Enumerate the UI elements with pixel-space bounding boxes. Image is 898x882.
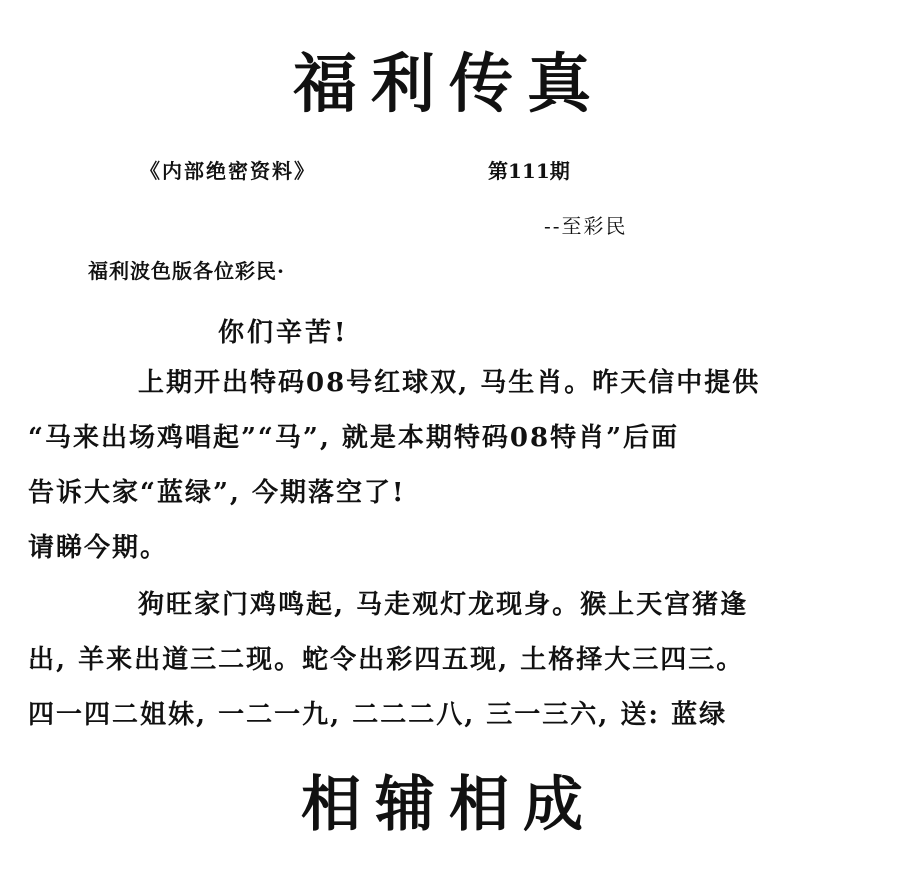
greeting: 你们辛苦!: [218, 318, 349, 348]
paragraph-line: 告诉大家“蓝绿”, 今期落空了!: [28, 478, 406, 508]
confidential-label: 《内部绝密资料》: [140, 159, 316, 183]
request-line: 请睇今期。: [28, 533, 169, 563]
paragraph-line: 狗旺家门鸡鸣起, 马走观灯龙现身。猴上天宫猪逢: [138, 590, 749, 620]
salutation: 福利波色版各位彩民·: [88, 259, 285, 283]
issue-number: 第111期: [488, 159, 570, 183]
document-title: 福利传真: [293, 47, 605, 122]
paragraph-line: 上期开出特码08号红球双, 马生肖。昨天信中提供: [138, 368, 761, 398]
paragraph-line: 出, 羊来出道三二现。蛇令出彩四五现, 土格择大三四三。: [28, 645, 745, 675]
paragraph-riddle: [28, 578, 874, 743]
paragraph-line: “马来出场鸡唱起”“马”, 就是本期特码08特肖”后面: [28, 423, 680, 453]
addressee-line: --至彩民: [544, 214, 628, 238]
closing-title: 相辅相成: [301, 770, 597, 840]
paragraph-previous-result: [28, 356, 874, 521]
paragraph-line: 四一四二姐妹, 一二一九, 二二二八, 三一三六, 送: 蓝绿: [28, 700, 728, 730]
